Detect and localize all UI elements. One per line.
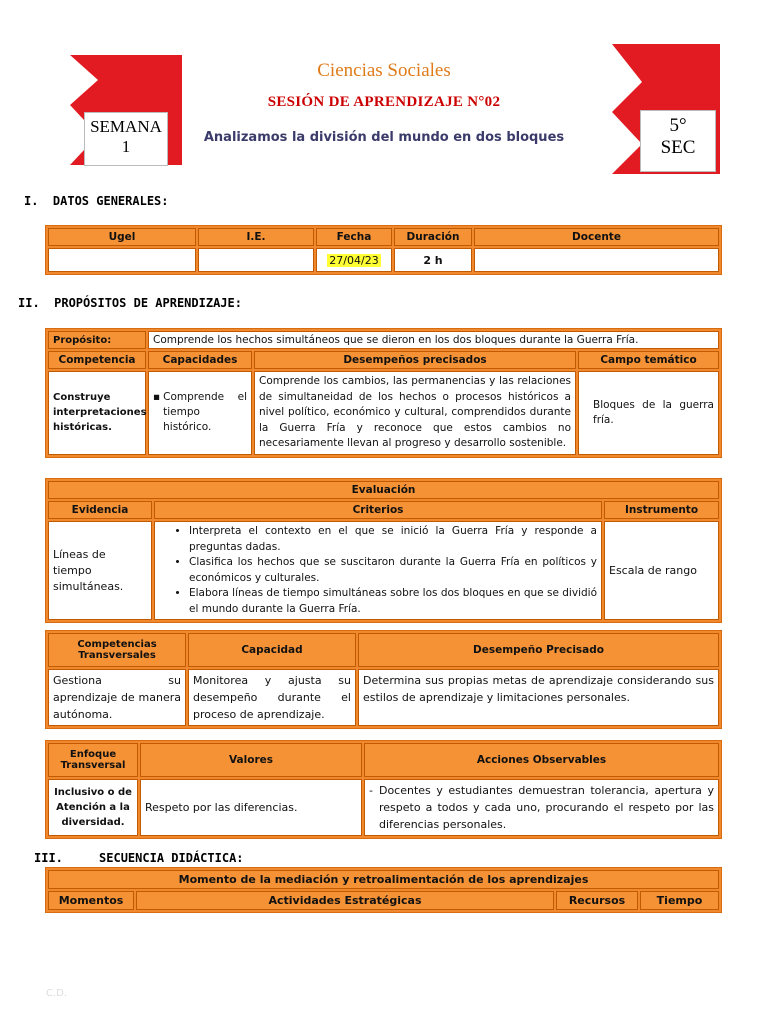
section-secuencia-title: III. SECUENCIA DIDÁCTICA: <box>34 851 244 865</box>
week-label: SEMANA <box>90 117 162 136</box>
capacidad-value: Comprende el tiempo histórico. <box>163 391 247 434</box>
enfoque-value: Inclusivo o de Atención a la diversidad. <box>48 779 138 836</box>
session-subtitle: Analizamos la división del mundo en dos bloques <box>203 130 565 145</box>
capacidad-cell <box>148 371 252 455</box>
subject-title: Ciencias Sociales <box>317 60 451 81</box>
acciones-cell <box>364 779 719 836</box>
propositos-table <box>45 328 722 458</box>
criterio-item: • Interpreta el contexto en el que se inició la Guerra Fría y responde a preguntas dadas. <box>189 524 597 555</box>
header-competencia: Competencia <box>48 351 146 369</box>
value-docente <box>474 248 719 272</box>
header-evidencia: Evidencia <box>48 501 152 519</box>
header-criterios: Criterios <box>154 501 602 519</box>
header-docente: Docente <box>474 228 719 246</box>
proposito-label: Propósito: <box>48 331 146 349</box>
evidencia-value: Líneas de tiempo simultáneas. <box>48 521 152 620</box>
value-fecha-cell <box>316 248 392 272</box>
value-ie <box>198 248 314 272</box>
criterios-cell <box>154 521 602 620</box>
section-propositos-title: II. PROPÓSITOS DE APRENDIZAJE: <box>18 296 242 310</box>
competencia-value: Construye interpretaciones históricas. <box>48 371 146 455</box>
transversal-competencia: Gestiona su aprendizaje de manera autónoma. <box>48 669 186 726</box>
grade-level: SEC <box>660 137 696 158</box>
header-acciones: Acciones Observables <box>364 743 719 777</box>
evaluacion-table <box>45 478 722 623</box>
section-datos-title: I. DATOS GENERALES: <box>24 194 169 208</box>
datos-generales-table <box>45 225 722 275</box>
header-desempeno-precisado: Desempeño Precisado <box>358 633 719 667</box>
header-actividades: Actividades Estratégicas <box>136 891 554 910</box>
header-momentos: Momentos <box>48 891 134 910</box>
header-duracion: Duración <box>394 228 472 246</box>
header-competencias-transversales: Competencias Transversales <box>48 633 186 667</box>
header-capacidades: Capacidades <box>148 351 252 369</box>
header-desempenos: Desempeños precisados <box>254 351 576 369</box>
week-number: 1 <box>121 137 131 156</box>
secuencia-table <box>45 867 722 913</box>
transversal-capacidad: Monitorea y ajusta su desempeño durante el proceso de aprendizaje. <box>188 669 356 726</box>
header-ie: I.E. <box>198 228 314 246</box>
value-duracion: 2 h <box>394 248 472 272</box>
header-tiempo: Tiempo <box>640 891 719 910</box>
transversal-desempeno: Determina sus propias metas de aprendizaje considerando sus estilos de aprendizaje y limitaciones personales. <box>358 669 719 726</box>
enfoque-table <box>45 740 722 839</box>
proposito-text: Comprende los hechos simultáneos que se dieron en los dos bloques durante la Guerra Fría. <box>148 331 719 349</box>
session-title: SESIÓN DE APRENDIZAJE N°02 <box>267 94 501 110</box>
header-capacidad: Capacidad <box>188 633 356 667</box>
secuencia-banner: Momento de la mediación y retroalimentación de los aprendizajes <box>48 870 719 889</box>
valores-value: Respeto por las diferencias. <box>140 779 362 836</box>
header-recursos: Recursos <box>556 891 638 910</box>
dash-icon: - <box>369 784 373 797</box>
footer-mark: C.D. <box>46 988 68 999</box>
criterio-item: • Clasifica los hechos que se suscitaron durante la Guerra Fría en políticos y económicos y culturales. <box>189 555 597 586</box>
campo-value: Bloques de la guerra fría. <box>578 371 719 455</box>
header-valores: Valores <box>140 743 362 777</box>
value-ugel <box>48 248 196 272</box>
header-enfoque: Enfoque Transversal <box>48 743 138 777</box>
desempeno-value: Comprende los cambios, las permanencias y las relaciones de simultaneidad de los hechos o procesos históricos a nivel político, económico y cultural, comprendidos durante la Guerra Fría y reconoce que estos cambios no necesariamente llevan al progreso y desarrollo sostenible. <box>254 371 576 455</box>
header-fecha: Fecha <box>316 228 392 246</box>
header-campo: Campo temático <box>578 351 719 369</box>
evaluacion-title: Evaluación <box>48 481 719 499</box>
acciones-value: Docentes y estudiantes demuestran tolerancia, apertura y respeto a todos y cada uno, procurando el respeto por las diferencias personales. <box>378 784 714 831</box>
header-instrumento: Instrumento <box>604 501 719 519</box>
criterios-list <box>159 524 597 617</box>
grade-number: 5° <box>669 115 687 136</box>
transversales-table <box>45 630 722 729</box>
criterio-item: • Elabora líneas de tiempo simultáneas sobre los dos bloques en que se dividió el mundo durante la Guerra Fría. <box>189 586 597 617</box>
value-fecha: 27/04/23 <box>329 253 379 267</box>
bullet-icon: ▪ <box>153 391 161 404</box>
header-ugel: Ugel <box>48 228 196 246</box>
instrumento-value: Escala de rango <box>604 521 719 620</box>
